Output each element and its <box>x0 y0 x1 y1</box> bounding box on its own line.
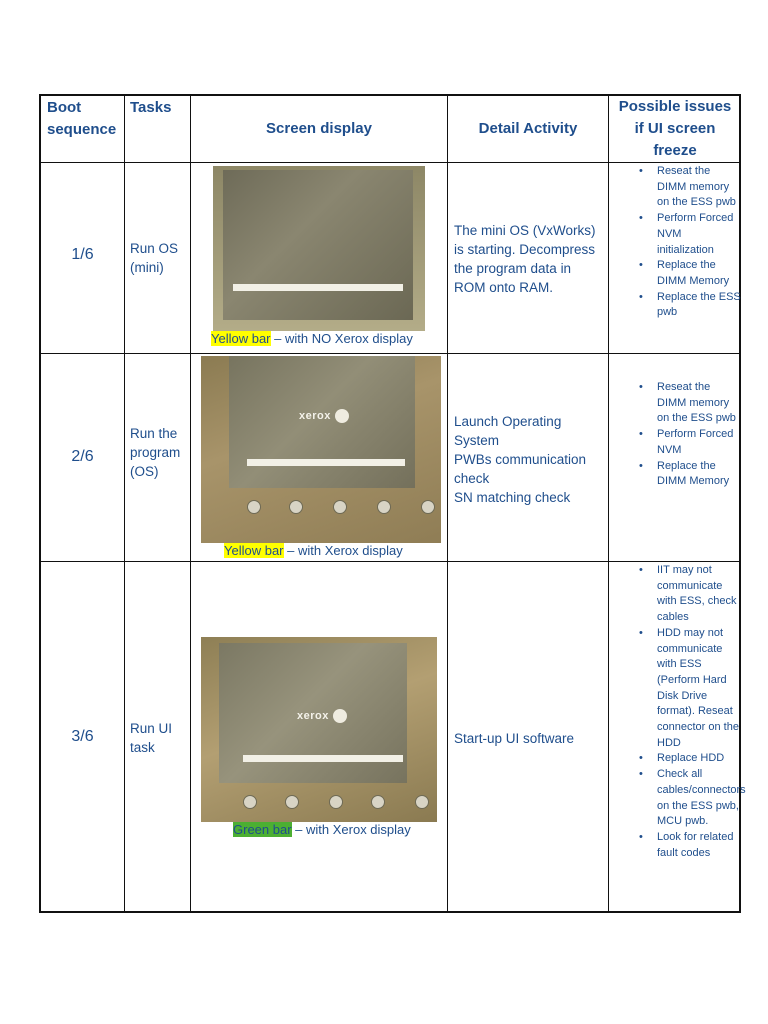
row2-caption <box>224 543 403 558</box>
row1-caption-highlight: Yellow bar <box>211 331 271 346</box>
row3-sequence: 3/6 <box>71 728 94 745</box>
issue-item: • Reseat the DIMM memory on the ESS pwb <box>613 380 741 427</box>
row2-issues <box>613 380 741 490</box>
xerox-logo: xerox <box>299 409 349 423</box>
panel-button <box>333 500 347 514</box>
panel-button <box>289 500 303 514</box>
xerox-logo: xerox <box>297 709 347 723</box>
issue-item: • Reseat the DIMM memory on the ESS pwb <box>613 164 741 211</box>
column-divider <box>608 96 609 911</box>
issue-item: • Replace the DIMM Memory <box>613 459 741 490</box>
panel-button <box>421 500 435 514</box>
header-screen-display: Screen display <box>266 120 372 137</box>
issue-item: • Replace the DIMM Memory <box>613 258 741 289</box>
issue-item: • IIT may not communicate with ESS, check cables <box>613 563 741 626</box>
progress-bar <box>233 284 403 291</box>
row2-caption-highlight: Yellow bar <box>224 543 284 558</box>
issue-item: • Perform Forced NVM <box>613 427 741 458</box>
issue-item: • Replace HDD <box>613 751 741 767</box>
boot-sequence-table <box>39 94 746 913</box>
row1-issues <box>613 164 741 321</box>
issue-item: • Look for related fault codes <box>613 830 741 861</box>
row3-detail: Start-up UI software <box>454 731 575 746</box>
header-possible-issues: Possible issues if UI screen freeze <box>618 98 732 159</box>
row3-issues <box>613 563 746 861</box>
row3-task: Run UI task <box>130 721 173 755</box>
panel-button <box>371 795 385 809</box>
row1-caption <box>211 331 413 346</box>
row1-caption-rest: – with NO Xerox display <box>270 331 413 346</box>
row1-detail: The mini OS (VxWorks) is starting. Decompress the program data in ROM onto RAM. <box>454 223 596 295</box>
column-divider <box>447 96 448 911</box>
header-tasks: Tasks <box>130 99 172 116</box>
header-boot-sequence: Boot sequence <box>47 99 117 138</box>
row1-sequence: 1/6 <box>71 246 94 263</box>
row3-caption-rest: – with Xerox display <box>291 822 411 837</box>
row2-detail: Launch Operating System PWBs communication check SN matching check <box>454 414 587 505</box>
row2-task: Run the program (OS) <box>130 426 181 479</box>
panel-button <box>329 795 343 809</box>
row-divider <box>41 162 739 163</box>
row2-sequence: 2/6 <box>71 448 94 465</box>
row1-screen-photo <box>213 166 425 331</box>
column-divider <box>190 96 191 911</box>
row3-caption <box>233 822 411 837</box>
progress-bar <box>243 755 403 762</box>
row3-caption-highlight: Green bar <box>233 822 292 837</box>
header-detail-activity: Detail Activity <box>478 120 578 137</box>
panel-button <box>285 795 299 809</box>
panel-button <box>247 500 261 514</box>
panel-button <box>377 500 391 514</box>
issue-item: • Check all cables/connectors on the ESS pwb, MCU pwb. <box>613 767 741 830</box>
issue-item: • Perform Forced NVM initialization <box>613 211 741 258</box>
column-divider <box>124 96 125 911</box>
row-divider <box>41 353 739 354</box>
panel-button <box>415 795 429 809</box>
row1-task: Run OS (mini) <box>130 241 179 275</box>
row2-caption-rest: – with Xerox display <box>283 543 403 558</box>
row-divider <box>41 561 739 562</box>
progress-bar <box>247 459 405 466</box>
issue-item: • Replace the ESS pwb <box>613 290 741 321</box>
row3-screen-photo <box>201 637 437 822</box>
row2-screen-photo <box>201 356 441 543</box>
panel-button <box>243 795 257 809</box>
issue-item: • HDD may not communicate with ESS (Perform Hard Disk Drive format). Reseat connector on the HDD <box>613 626 741 752</box>
